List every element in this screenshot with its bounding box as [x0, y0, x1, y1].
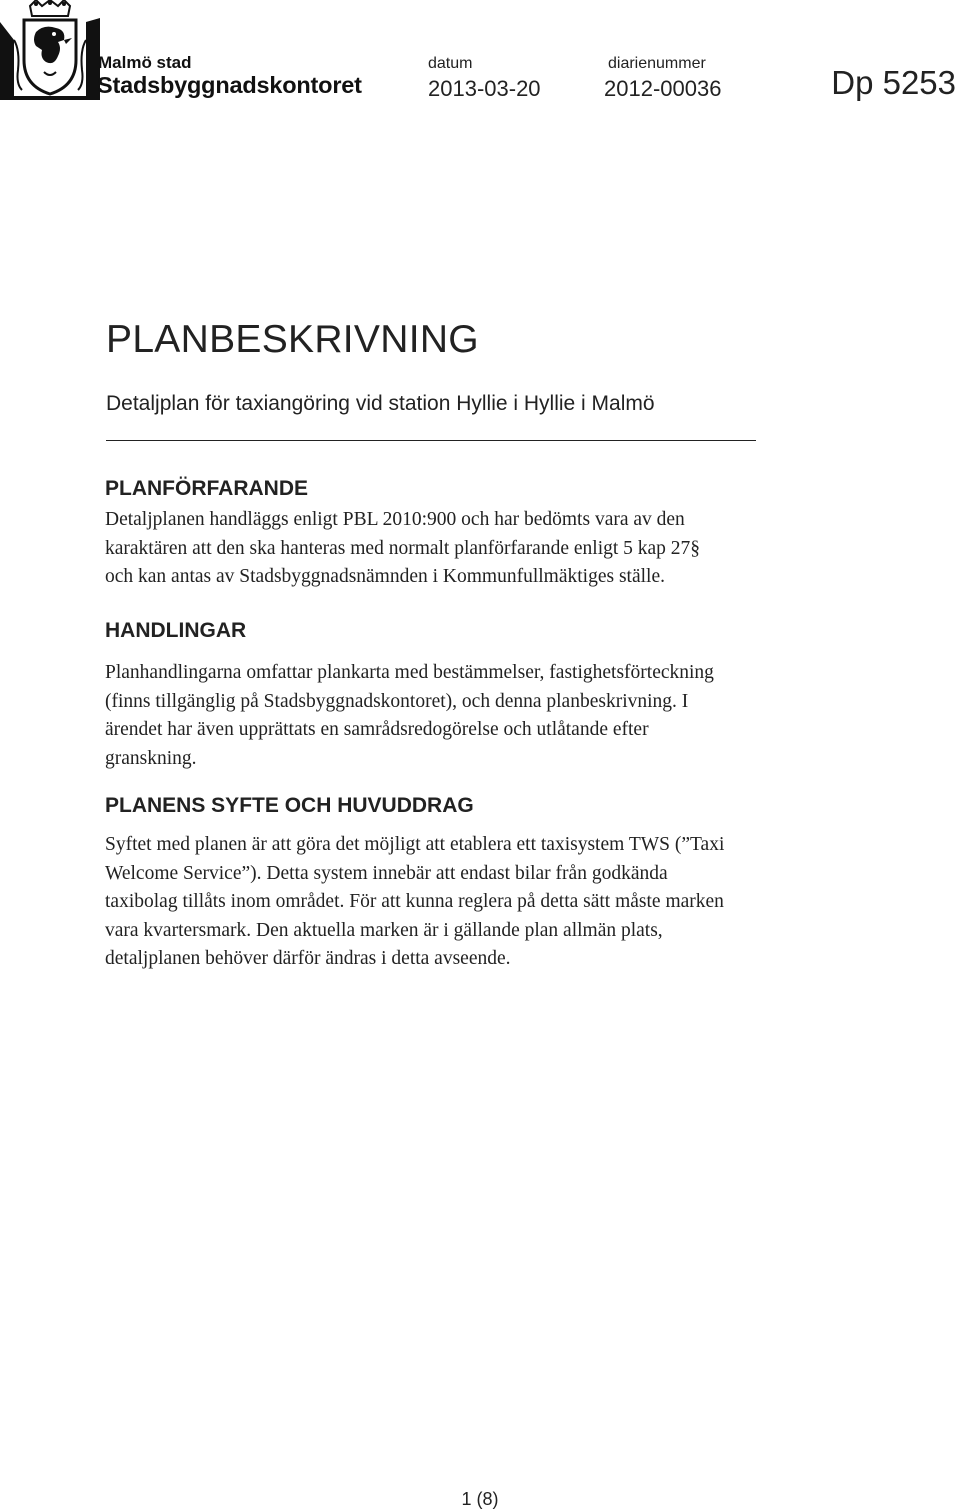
section-heading: HANDLINGAR	[105, 619, 247, 642]
org-name: Malmö stad	[98, 53, 192, 72]
paragraph-line: ärendet har även upprättats en samrådsredogörelse och utlåtande efter	[105, 719, 649, 740]
paragraph-line: karaktären att den ska hanteras med normalt planförfarande enligt 5 kap 27§	[105, 537, 701, 559]
diarie-label: diarienummer	[608, 55, 706, 72]
section-planforfarande	[105, 478, 885, 592]
title-divider	[106, 440, 756, 441]
page-number: 1 (8)	[461, 1489, 499, 1509]
section-handlingar	[105, 620, 885, 773]
paragraph-line: Syftet med planen är att göra det möjligt att etablera ett taxisystem TWS (”Taxi	[105, 834, 725, 855]
date-label: datum	[428, 55, 473, 72]
section-heading: PLANFÖRFARANDE	[105, 477, 308, 500]
section-planens-syfte	[105, 795, 885, 974]
paragraph-line: taxibolag tillåts inom området. För att kunna reglera på detta sätt måste marken	[105, 891, 724, 912]
paragraph-line: Welcome Service”). Detta system innebär att endast bilar från godkända	[105, 862, 668, 884]
paragraph-line: och kan antas av Stadsbyggnadsnämnden i Kommunfullmäktiges ställe.	[105, 566, 665, 587]
org-department: Stadsbyggnadskontoret	[97, 72, 362, 98]
page-subtitle: Detaljplan för taxiangöring vid station Hyllie i Hyllie i Malmö	[106, 392, 655, 415]
document-number: Dp 5253	[831, 64, 956, 101]
paragraph-line: Detaljplanen handläggs enligt PBL 2010:900 och har bedömts vara av den	[105, 509, 685, 530]
paragraph-line: detaljplanen behöver därför ändras i detta avseende.	[105, 948, 511, 969]
malmo-coat-of-arms-icon	[0, 0, 100, 100]
diarie-value: 2012-00036	[604, 76, 722, 101]
section-heading: PLANENS SYFTE OCH HUVUDDRAG	[105, 794, 474, 817]
paragraph-line: vara kvartersmark. Den aktuella marken är i gällande plan allmän plats,	[105, 919, 663, 941]
paragraph-line: granskning.	[105, 747, 197, 769]
date-value: 2013-03-20	[428, 76, 541, 101]
paragraph-line: Planhandlingarna omfattar plankarta med bestämmelser, fastighetsförteckning	[105, 662, 714, 683]
page-title: PLANBESKRIVNING	[106, 318, 479, 361]
paragraph-line: (finns tillgänglig på Stadsbyggnadskontoret), och denna planbeskrivning. I	[105, 690, 689, 712]
